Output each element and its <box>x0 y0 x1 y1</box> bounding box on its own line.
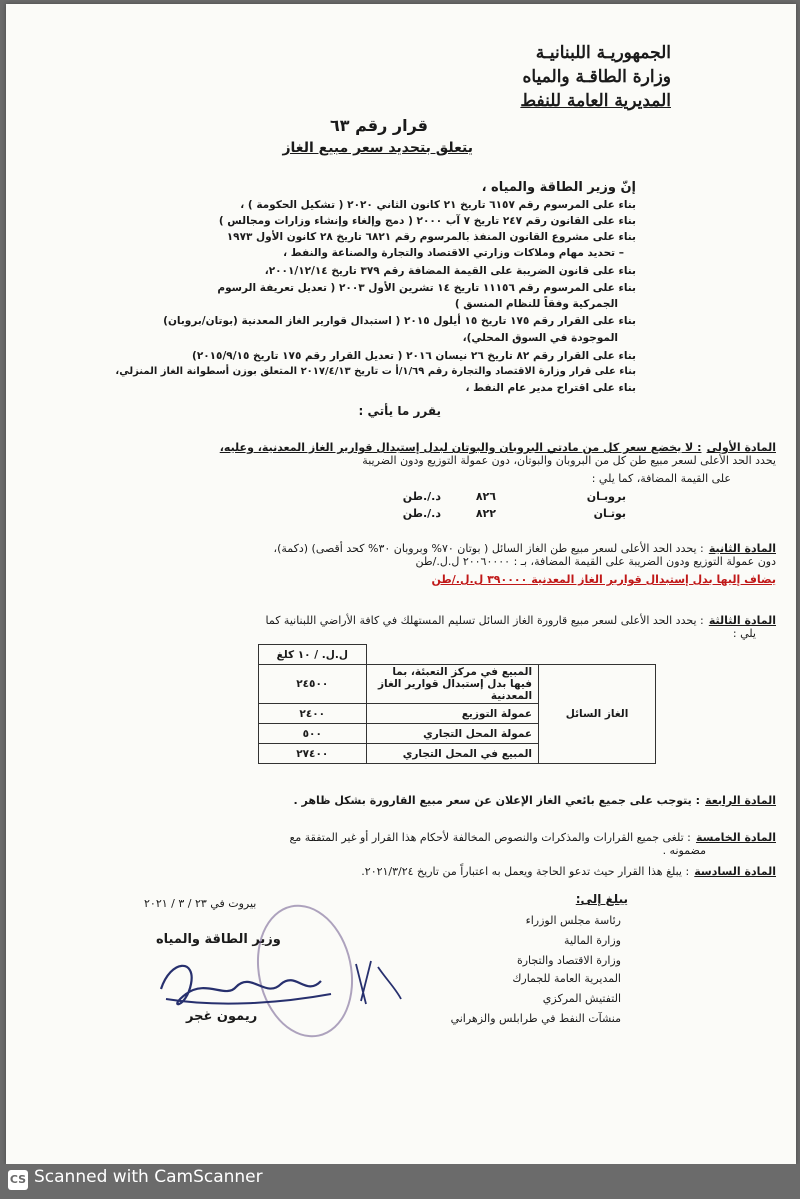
article-1-line2: يحدد الحد الأعلى لسعر مبيع طن كل من البروبان والبوتان، دون عمولة التوزيع ودون الضريبة <box>362 454 776 467</box>
preamble-line: بناء على قرار وزارة الاقتصاد والتجارة رقم ١/٦٩/أ ت تاريخ ٢٠١٧/٤/١٣ المتعلق بوزن أسطوانة الغاز المنزلي، <box>115 366 636 377</box>
minister-title: وزير الطاقة والمياه <box>156 932 281 947</box>
article-2-line3: يضاف إليها بدل إستبدال قوارير الغاز المعدنية ٣٩٠٠٠٠ ل.ل./طن <box>431 573 776 586</box>
article-4 <box>294 789 776 808</box>
row-value: ٢٤٥٠٠ <box>259 665 367 704</box>
preamble-line: بناء على المرسوم رقم ٦١٥٧ تاريخ ٢١ كانون الثاني ٢٠٢٠ ( تشكيل الحكومة ) ، <box>240 199 636 211</box>
camscanner-logo-icon: CS <box>8 1170 28 1190</box>
article-5-line2: مضمونه . <box>662 844 706 857</box>
distribution-item: وزارة الاقتصاد والتجارة <box>516 954 621 967</box>
article-2-line1: : يحدد الحد الأعلى لسعر مبيع طن الغاز السائل ( بوتان ٧٠% وبروبان ٣٠% كحد أقصى) (دكمة)، <box>273 542 704 555</box>
preamble-line: بناء على اقتراح مدير عام النفط ، <box>465 382 636 394</box>
document-page <box>6 4 796 1164</box>
distribution-item: التفتيش المركزي <box>542 992 621 1005</box>
row-label: المبيع في مركز التعبئة، بما فيها بدل إستبدال قوارير الغاز المعدنية <box>366 665 539 704</box>
preamble-line: بناء على المرسوم رقم ١١١٥٦ تاريخ ١٤ تشرين الأول ٢٠٠٣ ( تعديل تعريفة الرسوم <box>217 282 636 294</box>
row-label: عمولة التوزيع <box>366 704 539 724</box>
preamble-line: بناء على القرار رقم ١٧٥ تاريخ ١٥ أيلول ٢٠١٥ ( استبدال قوارير الغاز المعدنية (بوتان/بروبان) <box>163 315 636 327</box>
propane-name: بروبـان <box>586 490 626 503</box>
article-6-head: المادة السادسة <box>694 865 776 878</box>
row-label: عمولة المحل التجاري <box>366 724 539 744</box>
article-6 <box>361 860 776 879</box>
article-4-head: المادة الرابعة <box>705 794 776 807</box>
preamble-line: بناء على القانون رقم ٢٤٧ تاريخ ٧ آب ٢٠٠٠ ( دمج وإلغاء وإنشاء وزارات ومجالس ) <box>218 215 636 227</box>
preamble-line: بناء على قانون الضريبة على القيمة المضافة رقم ٣٧٩ تاريخ ٢٠٠١/١٢/١٤، <box>264 265 636 277</box>
butane-name: بوتـان <box>593 507 626 520</box>
preamble-line: بناء على القرار رقم ٨٢ تاريخ ٢٦ نيسان ٢٠١٦ ( تعديل القرار رقم ١٧٥ تاريخ ٢٠١٥/٩/١٥) <box>192 350 636 362</box>
table-header-row <box>259 645 656 665</box>
distribution-item: رئاسة مجلس الوزراء <box>525 914 621 927</box>
row-value: ٥٠٠ <box>259 724 367 744</box>
minister-name: ريمون غجر <box>186 1009 258 1024</box>
signature <box>156 949 406 1019</box>
scanner-watermark: Scanned with CamScanner <box>34 1167 263 1187</box>
butane-unit: د./.طن <box>402 507 441 520</box>
unit-header: ل.ل. / ١٠ كلغ <box>259 645 367 665</box>
article-1-line1: : لا يخضع سعر كل من مادتي البروبان والبوتان لبدل إستبدال قوارير الغاز المعدنية، وعليه، <box>219 441 702 454</box>
distribution-item: المديرية العامة للجمارك <box>512 972 621 985</box>
table-row <box>259 665 656 704</box>
decides-heading: يقرر ما يأتي : <box>358 404 441 418</box>
distribution-item: وزارة المالية <box>564 934 621 947</box>
preamble-line: – تحديد مهام وملاكات وزارتي الاقتصاد والتجارة والصناعة والنفط ، <box>283 247 624 259</box>
article-2-head: المادة الثانية <box>708 542 776 555</box>
article-2 <box>274 537 776 556</box>
article-5-line1: : تلغى جميع القرارات والمذكرات والنصوص المخالفة لأحكام هذا القرار أو غير المتفقة مع <box>289 831 691 844</box>
article-3-line2: يلي : <box>732 627 756 640</box>
article-3-head: المادة الثالثة <box>708 614 776 627</box>
header-republic: الجمهوريـة اللبنانيـة <box>535 43 671 63</box>
category-cell: الغاز السائل <box>539 665 656 764</box>
preamble-line: بناء على مشروع القانون المنفذ بالمرسوم رقم ٦٨٢١ تاريخ ٢٨ كانون الأول ١٩٧٣ <box>226 231 636 243</box>
article-5-head: المادة الخامسة <box>695 831 776 844</box>
article-1-line3: على القيمة المضافة، كما يلي : <box>591 472 731 485</box>
header-directorate: المديرية العامة للنفط <box>520 91 671 111</box>
article-2-line2: دون عمولة التوزيع ودون الضريبة على القيمة المضافة، بـ : ٢٠٠٦٠٠٠٠ ل.ل./طن <box>415 555 776 568</box>
row-label: المبيع في المحل التجاري <box>366 744 539 764</box>
preamble-line: الجمركية وفقاً للنظام المنسق ) <box>454 298 618 310</box>
preamble-line: الموجودة في السوق المحلي)، <box>462 332 618 344</box>
propane-unit: د./.طن <box>402 490 441 503</box>
decision-number: قرار رقم ٦٣ <box>329 116 428 135</box>
price-table <box>258 644 656 764</box>
article-5 <box>290 826 777 845</box>
place-date: بيروت في ٢٣ / ٣ / ٢٠٢١ <box>144 897 257 910</box>
header-ministry: وزارة الطاقـة والمياه <box>522 67 671 87</box>
distribution-item: منشآت النفط في طرابلس والزهراني <box>450 1012 621 1025</box>
row-value: ٢٧٤٠٠ <box>259 744 367 764</box>
article-3 <box>265 609 776 628</box>
preamble-line: إنّ وزير الطاقة والمياه ، <box>481 180 636 195</box>
article-4-text: : يتوجب على جميع بائعي الغاز الإعلان عن سعر مبيع القارورة بشكل ظاهر . <box>293 794 700 807</box>
article-1-head: المادة الأولى <box>706 441 776 454</box>
article-1 <box>220 436 776 455</box>
distribution-title: يبلغ إلى: <box>575 892 628 906</box>
propane-value: ٨٢٦ <box>475 490 496 503</box>
article-3-line1: : يحدد الحد الأعلى لسعر مبيع قارورة الغاز السائل تسليم المستهلك في كافة الأراضي اللبنانية كما <box>265 614 704 627</box>
row-value: ٢٤٠٠ <box>259 704 367 724</box>
article-6-text: : يبلغ هذا القرار حيث تدعو الحاجة ويعمل به اعتباراً من تاريخ ٢٠٢١/٣/٢٤. <box>361 865 690 878</box>
butane-value: ٨٢٢ <box>475 507 496 520</box>
decision-subject: يتعلق بتحديد سعر مبيع الغاز <box>282 140 473 156</box>
